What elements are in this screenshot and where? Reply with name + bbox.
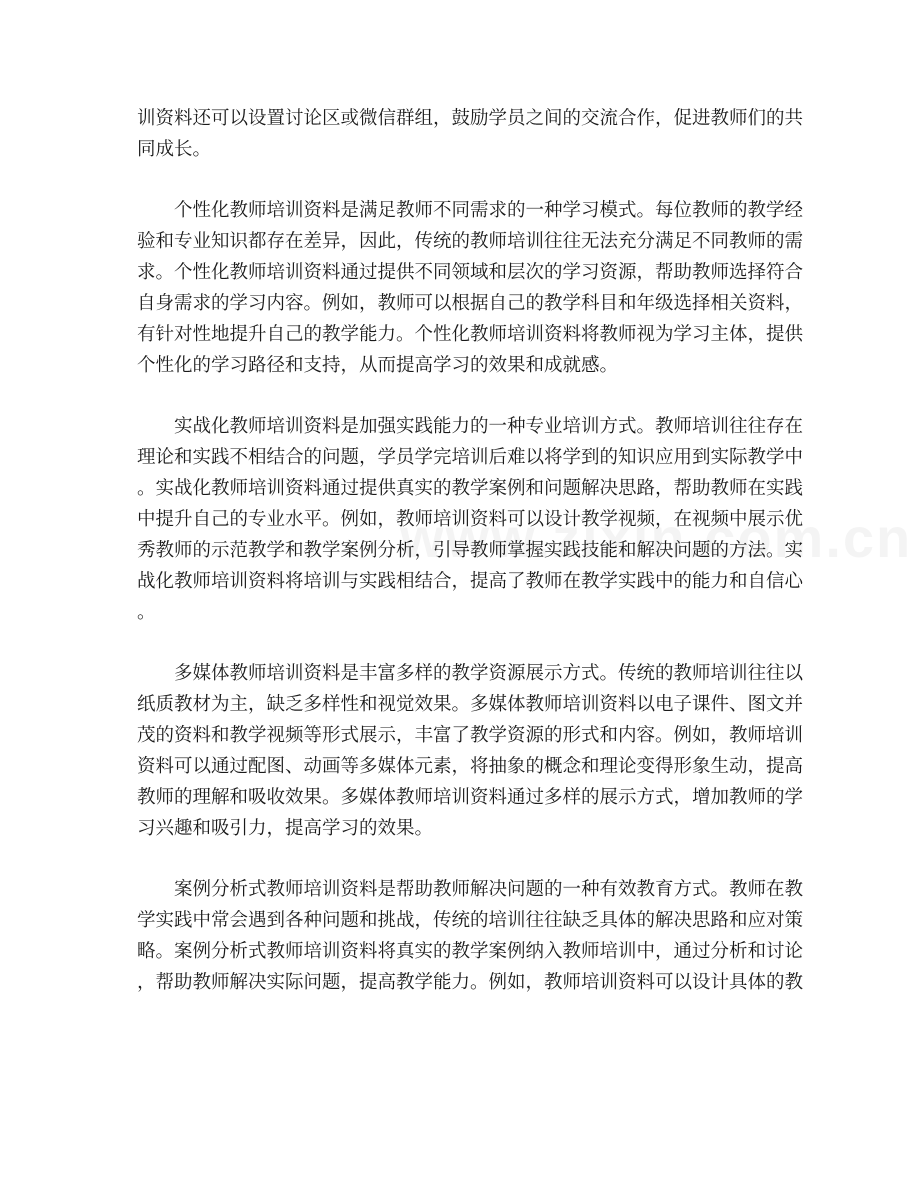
- text-line: 多媒体教师培训资料是丰富多样的教学资源展示方式。传统的教师培训往往以: [174, 663, 804, 684]
- text-line: 茂的资料和教学视频等形式展示，丰富了教学资源的形式和内容。例如，教师培训: [137, 725, 804, 746]
- text-line: ，帮助教师解决实际问题，提高教学能力。例如，教师培训资料可以设计具体的教: [137, 972, 804, 993]
- text-line: 验和专业知识都存在差异，因此，传统的教师培训往往无法充分满足不同教师的需: [137, 231, 804, 252]
- paragraph: [137, 658, 804, 844]
- text-line: 实战化教师培训资料是加强实践能力的一种专业培训方式。教师培训往往存在: [174, 416, 804, 437]
- text-line: 秀教师的示范教学和教学案例分析，引导教师掌握实践技能和解决问题的方法。实: [137, 540, 804, 561]
- text-line: 。实战化教师培训资料通过提供真实的教学案例和问题解决思路，帮助教师在实践: [137, 478, 804, 499]
- text-line: 同成长。: [137, 139, 212, 160]
- text-line: 中提升自己的专业水平。例如，教师培训资料可以设计教学视频，在视频中展示优: [137, 509, 804, 530]
- text-line: 。: [137, 602, 156, 623]
- paragraph: [137, 103, 804, 165]
- text-line: 略。案例分析式教师培训资料将真实的教学案例纳入教师培训中，通过分析和讨论: [137, 941, 804, 962]
- text-line: 案例分析式教师培训资料是帮助教师解决问题的一种有效教育方式。教师在教: [174, 879, 804, 900]
- text-line: 教师的理解和吸收效果。多媒体教师培训资料通过多样的展示方式，增加教师的学: [137, 787, 804, 808]
- text-line: 学实践中常会遇到各种问题和挑战，传统的培训往往缺乏具体的解决思路和应对策: [137, 910, 804, 931]
- document-body: [137, 103, 804, 1028]
- paragraph: [137, 195, 804, 381]
- text-line: 自身需求的学习内容。例如，教师可以根据自己的教学科目和年级选择相关资料，: [137, 293, 804, 314]
- text-line: 个性化教师培训资料是满足教师不同需求的一种学习模式。每位教师的教学经: [174, 200, 804, 221]
- text-line: 习兴趣和吸引力，提高学习的效果。: [137, 818, 434, 839]
- paragraph: [137, 874, 804, 998]
- text-line: 训资料还可以设置讨论区或微信群组，鼓励学员之间的交流合作，促进教师们的共: [137, 108, 804, 129]
- text-line: 求。个性化教师培训资料通过提供不同领域和层次的学习资源，帮助教师选择符合: [137, 262, 804, 283]
- text-line: 有针对性地提升自己的教学能力。个性化教师培训资料将教师视为学习主体，提供: [137, 324, 804, 345]
- text-line: 个性化的学习路径和支持，从而提高学习的效果和成就感。: [137, 355, 619, 376]
- paragraph: [137, 411, 804, 628]
- text-line: 资料可以通过配图、动画等多媒体元素，将抽象的概念和理论变得形象生动，提高: [137, 756, 804, 777]
- text-line: 理论和实践不相结合的问题，学员学完培训后难以将学到的知识应用到实际教学中: [137, 447, 804, 468]
- text-line: 纸质教材为主，缺乏多样性和视觉效果。多媒体教师培训资料以电子课件、图文并: [137, 694, 804, 715]
- text-line: 战化教师培训资料将培训与实践相结合，提高了教师在教学实践中的能力和自信心: [137, 571, 804, 592]
